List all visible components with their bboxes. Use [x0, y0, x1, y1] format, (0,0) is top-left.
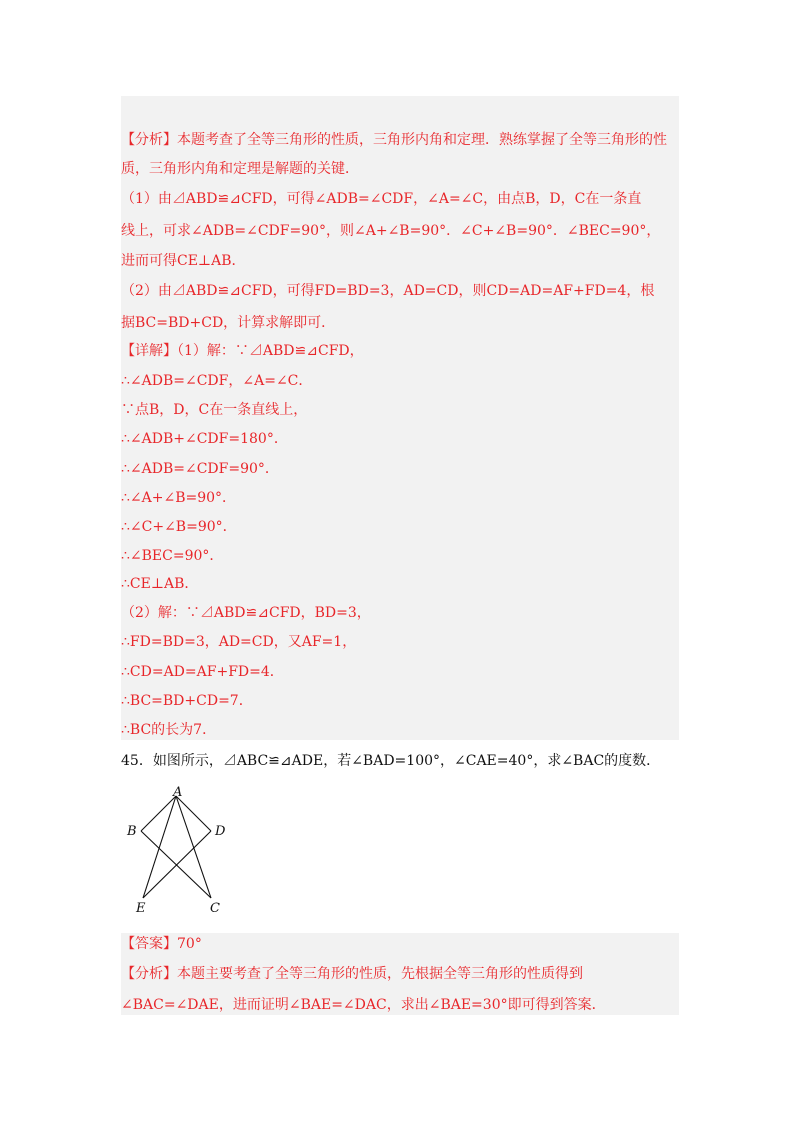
label-c: C — [210, 901, 220, 916]
answer-line: 【答案】70° — [121, 936, 202, 952]
detail-line-8: ∴∠BEC=90°． — [121, 548, 224, 564]
analysis-line-4: 线上，可求∠ADB=∠CDF=90°，则∠A+∠B=90°．∠C+∠B=90°．∠BEC=90°， — [121, 223, 661, 239]
segment-ae — [143, 796, 176, 898]
analysis-line-1: 【分析】本题考查了全等三角形的性质，三角形内角和定理．熟练掌握了全等三角形的性 — [121, 132, 667, 148]
label-d: D — [215, 824, 226, 839]
analysis-line-3: （1）由⊿ABD≌⊿CFD，可得∠ADB=∠CDF，∠A=∠C，由点B，D，C在一条直 — [121, 191, 642, 207]
question-45: 45．如图所示，⊿ABC≌⊿ADE，若∠BAD=100°，∠CAE=40°，求∠BAC的度数． — [121, 753, 661, 769]
label-b: B — [127, 824, 137, 839]
analysis-line-2: 质，三角形内角和定理是解题的关键． — [121, 161, 359, 177]
detail-line-13: ∴BC=BD+CD=7． — [121, 693, 253, 709]
analysis-line-5: 进而可得CE⊥AB． — [121, 253, 246, 269]
detail-line-3: ∵点B，D，C在一条直线上， — [121, 402, 308, 418]
geometry-figure — [118, 786, 248, 916]
segment-ac — [176, 796, 211, 898]
label-e: E — [136, 901, 146, 916]
analysis-line-7: 据BC=BD+CD，计算求解即可． — [121, 315, 336, 331]
detail-line-10: （2）解：∵⊿ABD≌⊿CFD，BD=3， — [121, 605, 371, 621]
label-a: A — [173, 786, 183, 800]
detail-line-4: ∴∠ADB+∠CDF=180°． — [121, 431, 288, 447]
detail-line-11: ∴FD=BD=3，AD=CD，又AF=1， — [121, 634, 357, 650]
analysis2-line-1: 【分析】本题主要考查了全等三角形的性质，先根据全等三角形的性质得到 — [121, 966, 583, 982]
segment-ad — [176, 796, 211, 831]
analysis-line-6: （2）由⊿ABD≌⊿CFD，可得FD=BD=3，AD=CD，则CD=AD=AF+FD=4，根 — [121, 283, 655, 299]
detail-line-9: ∴CE⊥AB． — [121, 576, 199, 592]
detail-line-7: ∴∠C+∠B=90°． — [121, 519, 237, 535]
detail-line-1: 【详解】（1）解：∵⊿ABD≌⊿CFD， — [121, 343, 364, 359]
detail-line-12: ∴CD=AD=AF+FD=4． — [121, 664, 284, 680]
analysis2-line-2: ∠BAC=∠DAE，进而证明∠BAE=∠DAC，求出∠BAE=30°即可得到答案． — [121, 997, 606, 1013]
detail-line-2: ∴∠ADB=∠CDF，∠A=∠C． — [121, 373, 313, 389]
detail-line-14: ∴BC的长为7． — [121, 722, 217, 738]
detail-line-6: ∴∠A+∠B=90°． — [121, 490, 237, 506]
detail-line-5: ∴∠ADB=∠CDF=90°． — [121, 461, 279, 477]
